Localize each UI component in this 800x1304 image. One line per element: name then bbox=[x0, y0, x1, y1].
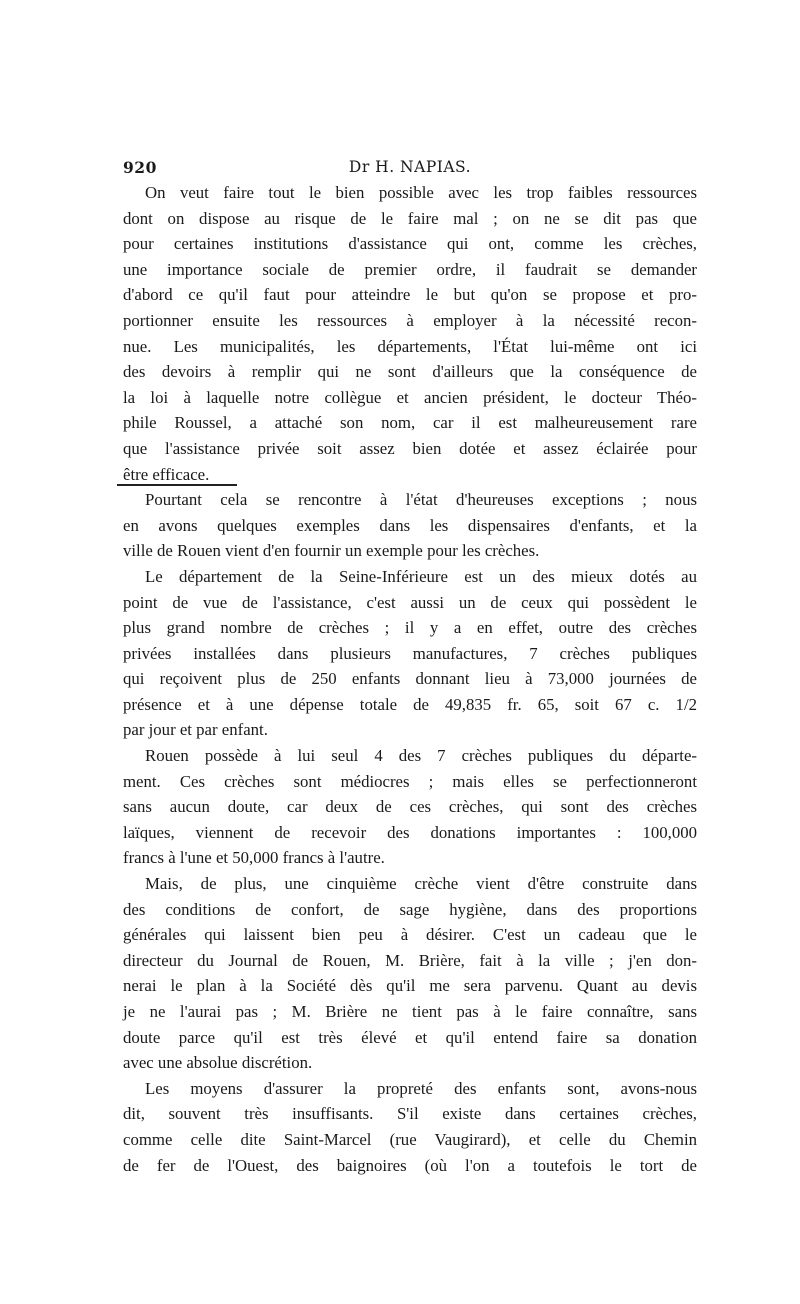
text-line: des devoirs à remplir qui ne sont d'ailleurs que la conséquence de bbox=[123, 362, 697, 382]
text-line: directeur du Journal de Rouen, M. Brière, fait à la ville ; j'en don- bbox=[123, 950, 697, 970]
page-header bbox=[123, 150, 697, 180]
text-line: nue. Les municipalités, les départements, l'État lui-même ont ici bbox=[123, 336, 697, 356]
paragraph bbox=[123, 180, 697, 487]
text-line: présence et à une dépense totale de 49,835 fr. 65, soit 67 c. 1/2 bbox=[123, 694, 697, 714]
text-line: dont on dispose au risque de le faire mal ; on ne se dit pas que bbox=[123, 208, 697, 228]
text-line: sans aucun doute, car deux de ces crèches, qui sont des crèches bbox=[123, 797, 697, 817]
text-line: être efficace. bbox=[123, 464, 210, 484]
text-line: portionner ensuite les ressources à employer à la nécessité recon- bbox=[123, 310, 697, 330]
text-line: ment. Ces crèches sont médiocres ; mais elles se perfectionneront bbox=[123, 771, 697, 791]
text-line: de fer de l'Ouest, des baignoires (où l'on a toutefois le tort de bbox=[123, 1155, 697, 1175]
text-line: en avons quelques exemples dans les dispensaires d'enfants, et la bbox=[123, 515, 697, 535]
running-title: Dr H. NAPIAS. bbox=[348, 158, 472, 176]
text-line: Les moyens d'assurer la propreté des enfants sont, avons-nous bbox=[145, 1078, 697, 1098]
text-line: Pourtant cela se rencontre à l'état d'heureuses exceptions ; nous bbox=[145, 490, 697, 510]
text-line: Le département de la Seine-Inférieure est un des mieux dotés au bbox=[145, 566, 697, 586]
paragraph bbox=[123, 1076, 697, 1178]
text-line: nerai le plan à la Société dès qu'il me sera parvenu. Quant au devis bbox=[123, 976, 697, 996]
text-line: comme celle dite Saint-Marcel (rue Vaugirard), et celle du Chemin bbox=[123, 1129, 697, 1149]
text-line: je ne l'aurai pas ; M. Brière ne tient pas à le faire connaître, sans bbox=[123, 1002, 697, 1021]
text-line: laïques, viennent de recevoir des donations importantes : 100,000 bbox=[123, 822, 697, 842]
paragraph bbox=[123, 564, 697, 743]
book-page bbox=[123, 150, 697, 1178]
text-line: point de vue de l'assistance, c'est aussi un de ceux qui possèdent le bbox=[123, 592, 697, 612]
pencil-underline-mark bbox=[117, 484, 237, 486]
paragraph bbox=[123, 487, 697, 564]
text-line: plus grand nombre de crèches ; il y a en effet, outre des crèches bbox=[123, 618, 697, 638]
text-line: d'abord ce qu'il faut pour atteindre le but qu'on se propose et pro- bbox=[123, 285, 697, 305]
text-line: phile Roussel, a attaché son nom, car il est malheureusement rare bbox=[123, 413, 697, 433]
text-line: ville de Rouen vient d'en fournir un exemple pour les crèches. bbox=[123, 541, 540, 561]
paragraph bbox=[123, 871, 697, 1076]
text-line: doute parce qu'il est très élevé et qu'il entend faire sa donation bbox=[123, 1027, 697, 1047]
text-line: pour certaines institutions d'assistance qui ont, comme les crèches, bbox=[123, 234, 697, 254]
text-line: avec une absolue discrétion. bbox=[123, 1053, 313, 1073]
text-line: des conditions de confort, de sage hygiène, dans des proportions bbox=[123, 899, 697, 919]
text-line: Rouen possède à lui seul 4 des 7 crèches publiques du départe- bbox=[145, 746, 697, 766]
page-number: 920 bbox=[123, 158, 157, 177]
text-line: par jour et par enfant. bbox=[123, 720, 268, 740]
text-line: On veut faire tout le bien possible avec les trop faibles ressources bbox=[145, 183, 697, 202]
text-line: dit, souvent très insuffisants. S'il existe dans certaines crèches, bbox=[123, 1104, 697, 1124]
text-line: une importance sociale de premier ordre, il faudrait se demander bbox=[123, 259, 697, 279]
text-line: la loi à laquelle notre collègue et ancien président, le docteur Théo- bbox=[123, 387, 697, 407]
text-line: générales qui laissent bien peu à désirer. C'est un cadeau que le bbox=[123, 925, 697, 945]
text-line: francs à l'une et 50,000 francs à l'autre. bbox=[123, 848, 385, 868]
text-line: privées installées dans plusieurs manufactures, 7 crèches publiques bbox=[123, 643, 697, 663]
body-text bbox=[123, 180, 697, 1178]
text-line: qui reçoivent plus de 250 enfants donnant lieu à 73,000 journées de bbox=[123, 669, 697, 689]
text-line: que l'assistance privée soit assez bien dotée et assez éclairée pour bbox=[123, 438, 697, 458]
text-line: Mais, de plus, une cinquième crèche vient d'être construite dans bbox=[145, 874, 697, 894]
paragraph bbox=[123, 743, 697, 871]
